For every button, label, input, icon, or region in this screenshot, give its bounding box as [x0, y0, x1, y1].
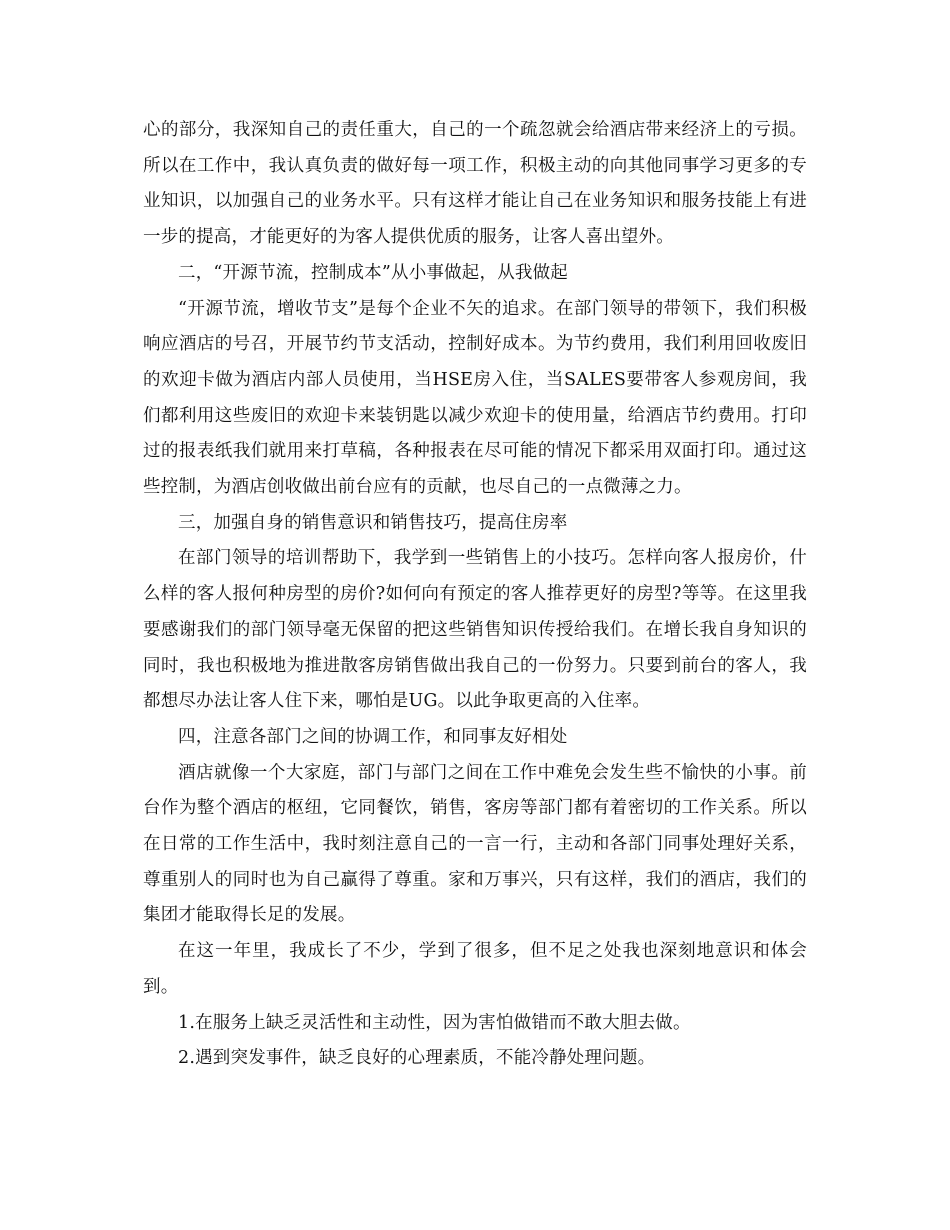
section-heading-four: 四，注意各部门之间的协调工作，和同事友好相处 — [178, 726, 568, 747]
paragraph-reflection: 在这一年里，我成长了不少，学到了很多，但不足之处我也深刻地意识和体会到。 — [143, 941, 807, 997]
paragraph-cost-control: “开源节流，增收节支”是每个企业不矢的追求。在部门领导的带领下，我们积极响应酒店的号召，开展节约节支活动，控制好成本。为节约费用，我们利用回收废旧的欢迎卡做为酒店内部人员使用，当HSE房入住，当SALES要带客人参观房间，我们都利用这些废旧的欢迎卡来装钥匙以减少欢迎卡的使用量，给酒店节约费用。打印过的报表纸我们就用来打草稿，各种报表在尽可能的情况下都采用双面打印。通过这些控制，为酒店创收做出前台应有的贡献，也尽自己的一点微薄之力。 — [143, 298, 807, 498]
paragraph-continuation: 心的部分，我深知自己的责任重大，自己的一个疏忽就会给酒店带来经济上的亏损。所以在工作中，我认真负责的做好每一项工作，积极主动的向其他同事学习更多的专业知识，以加强自己的业务水平。只有这样才能让自己在业务知识和服务技能上有进一步的提高，才能更好的为客人提供优质的服务，让客人喜出望外。 — [143, 120, 807, 248]
list-item-shortcoming-1: 1.在服务上缺乏灵活性和主动性，因为害怕做错而不敢大胆去做。 — [178, 1012, 691, 1033]
paragraph-sales-skills: 在部门领导的培训帮助下，我学到一些销售上的小技巧。怎样向客人报房价，什么样的客人报何种房型的房价?如何向有预定的客人推荐更好的房型?等等。在这里我要感谢我们的部门领导毫无保留的把这些销售知识传授给我们。在增长我自身知识的同时，我也积极地为推进散客房销售做出我自己的一份努力。只要到前台的客人，我都想尽办法让客人住下来，哪怕是UG。以此争取更高的入住率。 — [143, 548, 807, 712]
list-item-shortcoming-2: 2.遇到突发事件，缺乏良好的心理素质，不能冷静处理问题。 — [178, 1048, 656, 1069]
section-heading-three: 三，加强自身的销售意识和销售技巧，提高住房率 — [178, 512, 568, 533]
section-heading-two: 二，“开源节流，控制成本”从小事做起，从我做起 — [178, 262, 568, 283]
paragraph-coordination: 酒店就像一个大家庭，部门与部门之间在工作中难免会发生些不愉快的小事。前台作为整个酒店的枢纽，它同餐饮，销售，客房等部门都有着密切的工作关系。所以在日常的工作生活中，我时刻注意自己的一言一行，主动和各部门同事处理好关系，尊重别人的同时也为自己赢得了尊重。家和万事兴，只有这样，我们的酒店，我们的集团才能取得长足的发展。 — [143, 762, 807, 926]
document-body — [143, 113, 807, 1077]
